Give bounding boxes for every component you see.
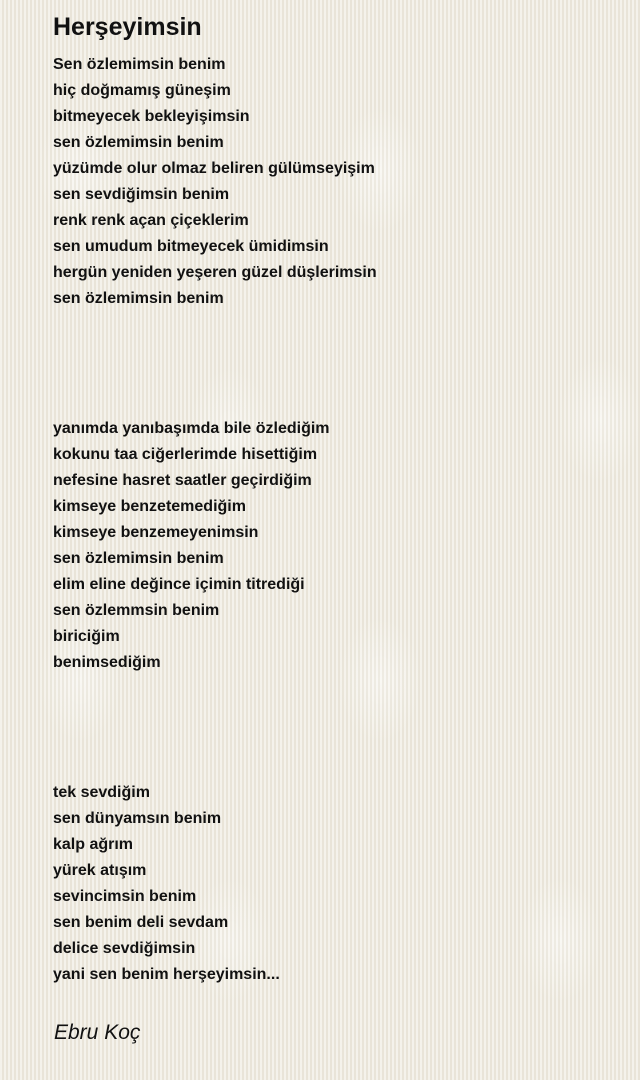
stanza-spacer [53,390,613,416]
poem-line: bitmeyecek bekleyişimsin [53,108,250,125]
poem-line: sevincimsin benim [53,888,197,905]
stanza-spacer [53,702,613,728]
poem-line: yani sen benim herşeyimsin... [53,966,280,983]
stanza-spacer [53,364,613,390]
poem-line: kimseye benzetemediğim [53,498,246,515]
poem-line: biriciğim [53,628,120,645]
poem-line: sen sevdiğimsin benim [53,186,230,203]
poem-title: Herşeyimsin [53,13,202,41]
stanza-spacer [53,754,613,780]
poem-line: sen dünyamsın benim [53,810,222,827]
poem-line: sen umudum bitmeyecek ümidimsin [53,238,329,255]
poem-line: elim eline değince içimin titrediği [53,576,305,593]
poem-line: sen benim deli sevdam [53,914,229,931]
poem-line: yanımda yanıbaşımda bile özlediğim [53,420,330,437]
poem-line: sen özlemimsin benim [53,550,224,567]
poem-line: sen özlemimsin benim [53,134,224,151]
poem-line: kimseye benzemeyenimsin [53,524,259,541]
poem-line: kokunu taa ciğerlerimde hisettiğim [53,446,318,463]
poem-line: yürek atışım [53,862,147,879]
poem-body [53,52,613,988]
poem-author: Ebru Koç [54,1021,141,1044]
stanza-spacer [53,676,613,702]
poem-line: hergün yeniden yeşeren güzel düşlerimsin [53,264,377,281]
poem-line: sen özlemimsin benim [53,290,224,307]
poem-line: nefesine hasret saatler geçirdiğim [53,472,312,489]
poem-line: tek sevdiğim [53,784,150,801]
poem-line: Sen özlemimsin benim [53,56,226,73]
poem-line: renk renk açan çiçeklerim [53,212,249,229]
poem-line: benimsediğim [53,654,161,671]
stanza-spacer [53,312,613,338]
poem-line: sen özlemmsin benim [53,602,220,619]
poem-line: delice sevdiğimsin [53,940,196,957]
stanza-spacer [53,338,613,364]
poem-line: kalp ağrım [53,836,134,853]
stanza-spacer [53,728,613,754]
poem-line: yüzümde olur olmaz beliren gülümseyişim [53,160,375,177]
poem-line: hiç doğmamış güneşim [53,82,231,99]
